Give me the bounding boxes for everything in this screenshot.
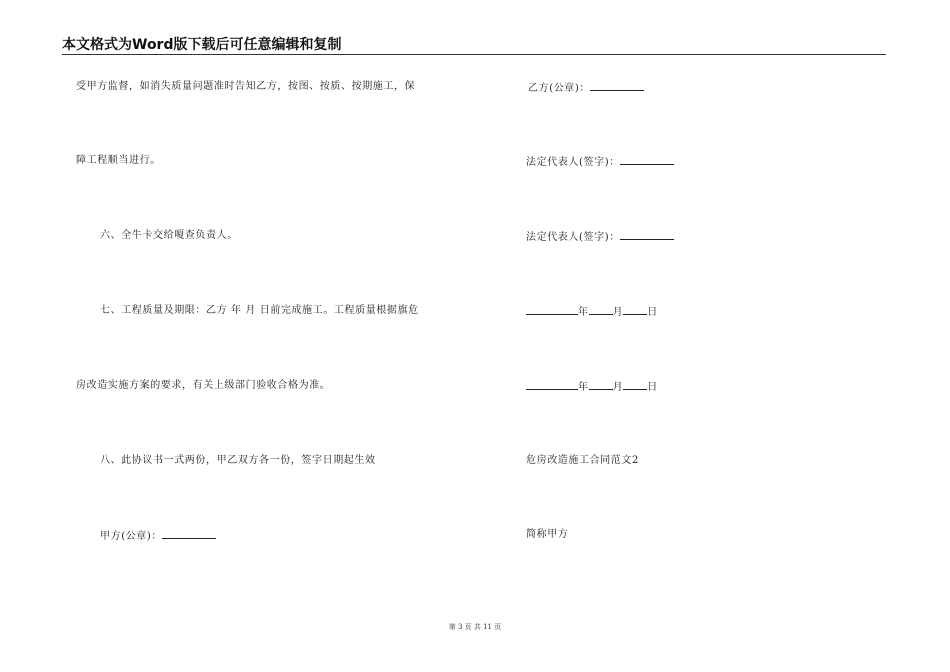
- header-title: 本文格式为Word版下载后可任意编辑和复制: [62, 37, 342, 53]
- date-line-2: [526, 379, 658, 395]
- legal-rep-label-2: 法定代表人(签字)：: [526, 232, 620, 243]
- date1-day-label: 日: [647, 307, 658, 318]
- left-line-1: 受甲方监督，如消失质量问题准时告知乙方，按图、按质、按期施工，保: [76, 81, 416, 92]
- party-a-seal-label: 甲方(公章)：: [100, 531, 163, 542]
- party-b-seal-label: 乙方(公章)：: [528, 83, 591, 94]
- date2-day-blank: [623, 379, 647, 390]
- date2-day-label: 日: [647, 382, 658, 393]
- date1-month-blank: [589, 304, 613, 315]
- legal-rep-line-1: [526, 154, 674, 170]
- date-line-1: [526, 304, 658, 320]
- abbreviation-line: 简称甲方: [526, 529, 569, 540]
- date2-month-blank: [589, 379, 613, 390]
- legal-rep-blank-1: [620, 154, 674, 165]
- date1-year-blank: [526, 304, 578, 315]
- date1-day-blank: [623, 304, 647, 315]
- left-line-2: 障工程顺当进行。: [76, 155, 161, 166]
- date1-year-label: 年: [578, 307, 589, 318]
- party-a-seal-blank: [162, 528, 216, 539]
- document-header: [62, 32, 886, 55]
- page-footer: [0, 622, 950, 632]
- date2-year-label: 年: [578, 382, 589, 393]
- page-indicator: 第 3 页 共 11 页: [448, 623, 502, 631]
- legal-rep-blank-2: [620, 229, 674, 240]
- left-line-4: 七、工程质量及期限：乙方 年 月 日前完成施工。工程质量根据旗危: [100, 305, 419, 316]
- date2-year-blank: [526, 379, 578, 390]
- party-a-seal-line: [100, 528, 216, 544]
- legal-rep-line-2: [526, 229, 674, 245]
- party-b-seal-blank: [590, 80, 644, 91]
- party-b-seal-line: [528, 80, 644, 96]
- left-line-5: 房改造实施方案的要求，有关上级部门验收合格为准。: [76, 380, 331, 391]
- legal-rep-label-1: 法定代表人(签字)：: [526, 157, 620, 168]
- date2-month-label: 月: [612, 382, 624, 393]
- date1-month-label: 月: [612, 307, 624, 318]
- next-document-title: 危房改造施工合同范文2: [526, 455, 639, 466]
- left-line-3: 六、全牛卡交给嗄查负责人。: [100, 230, 238, 241]
- left-line-6: 八、此协议书一式两份，甲乙双方各一份，签字日期起生效: [100, 455, 376, 466]
